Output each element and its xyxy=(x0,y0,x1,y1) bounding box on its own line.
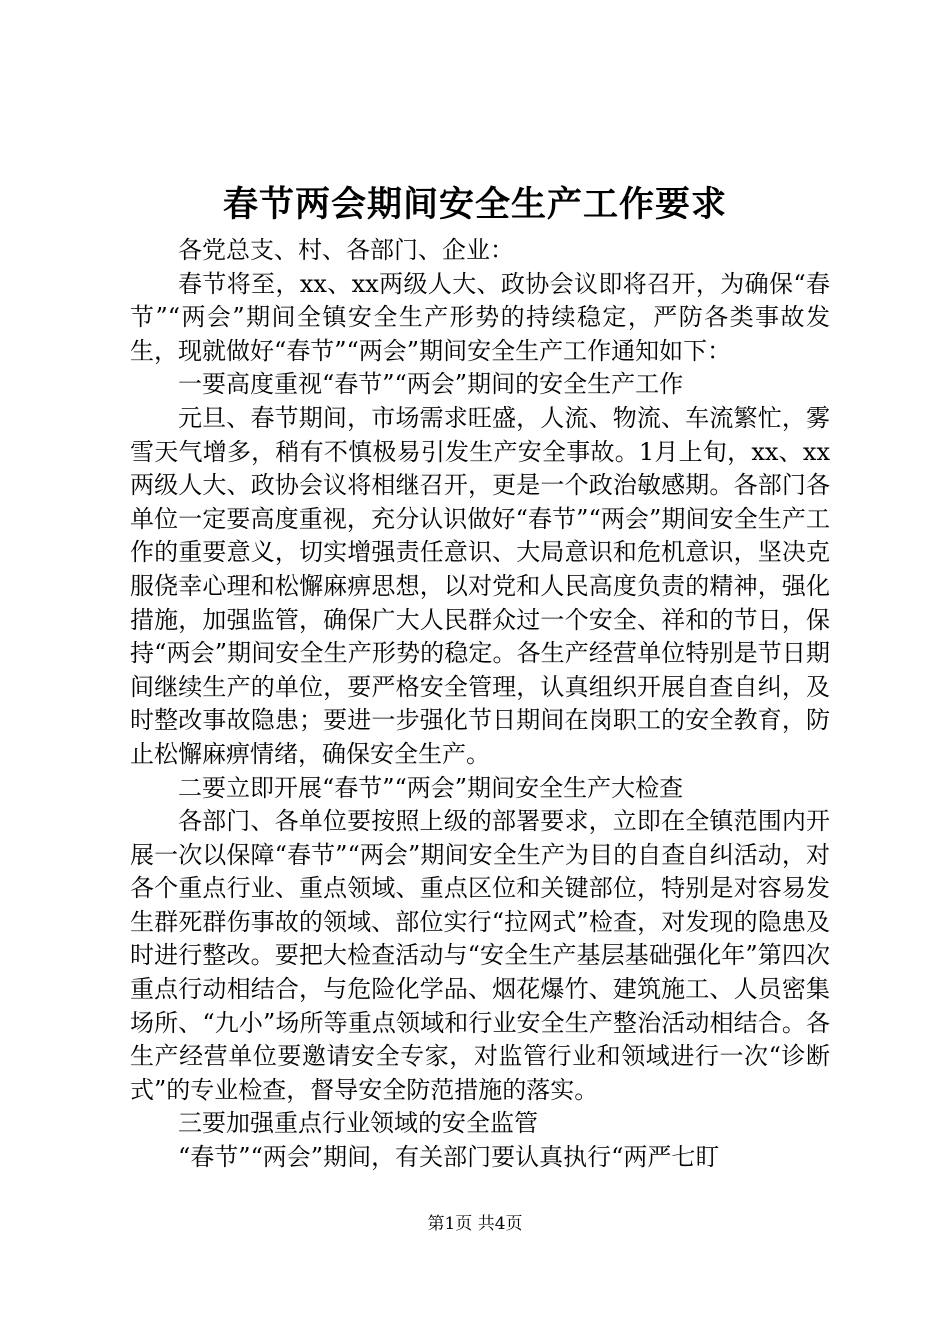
paragraph-section-3: “春节”“两会”期间，有关部门要认真执行“两严七盯 xyxy=(178,1143,720,1172)
document-title: 春节两会期间安全生产工作要求 xyxy=(222,184,727,225)
section-heading-1: 一要高度重视“春节”“两会”期间的安全生产工作 xyxy=(178,370,684,399)
document-body xyxy=(130,234,830,1175)
paragraph-section-1: 元旦、春节期间，市场需求旺盛，人流、物流、车流繁忙，雾雪天气增多，稍有不慎极易引发生产安全事故。1月上旬，xx、xx两级人大、政协会议将相继召开，更是一个政治敏感期。各部门各单位一定要高度重视，充分认识做好“春节”“两会”期间安全生产工作的重要意义，切实增强责任意识、大局意识和危机意识，坚决克服侥幸心理和松懈麻痹思想，以对党和人民高度负责的精神，强化措施，加强监管，确保广大人民群众过一个安全、祥和的节日，保持“两会”期间安全生产形势的稳定。各生产经营单位特别是节日期间继续生产的单位，要严格安全管理，认真组织开展自查自纠，及时整改事故隐患；要进一步强化节日期间在岗职工的安全教育，防止松懈麻痹情绪，确保安全生产。 xyxy=(130,403,830,768)
paragraph-section-2: 各部门、各单位要按照上级的部署要求，立即在全镇范围内开展一次以保障“春节”“两会”期间安全生产为目的自查自纠活动，对各个重点行业、重点领域、重点区位和关键部位，特别是对容易发生群死群伤事故的领域、部位实行“拉网式”检查，对发现的隐患及时进行整改。要把大检查活动与“安全生产基层基础强化年”第四次重点行动相结合，与危险化学品、烟花爆竹、建筑施工、人员密集场所、“九小”场所等重点领域和行业安全生产整治活动相结合。各生产经营单位要邀请安全专家，对监管行业和领域进行一次“诊断式”的专业检查，督导安全防范措施的落实。 xyxy=(130,807,830,1104)
section-heading-2: 二要立即开展“春节”“两会”期间安全生产大检查 xyxy=(178,773,684,802)
page-footer: 第1页 共4页 xyxy=(427,1214,523,1234)
section-heading-3: 三要加强重点行业领域的安全监管 xyxy=(178,1109,538,1138)
paragraph-intro: 春节将至，xx、xx两级人大、政协会议即将召开，为确保“春节”“两会”期间全镇安全生产形势的持续稳定，严防各类事故发生，现就做好“春节”“两会”期间安全生产工作通知如下： xyxy=(130,269,830,365)
salutation: 各党总支、村、各部门、企业： xyxy=(178,236,514,264)
